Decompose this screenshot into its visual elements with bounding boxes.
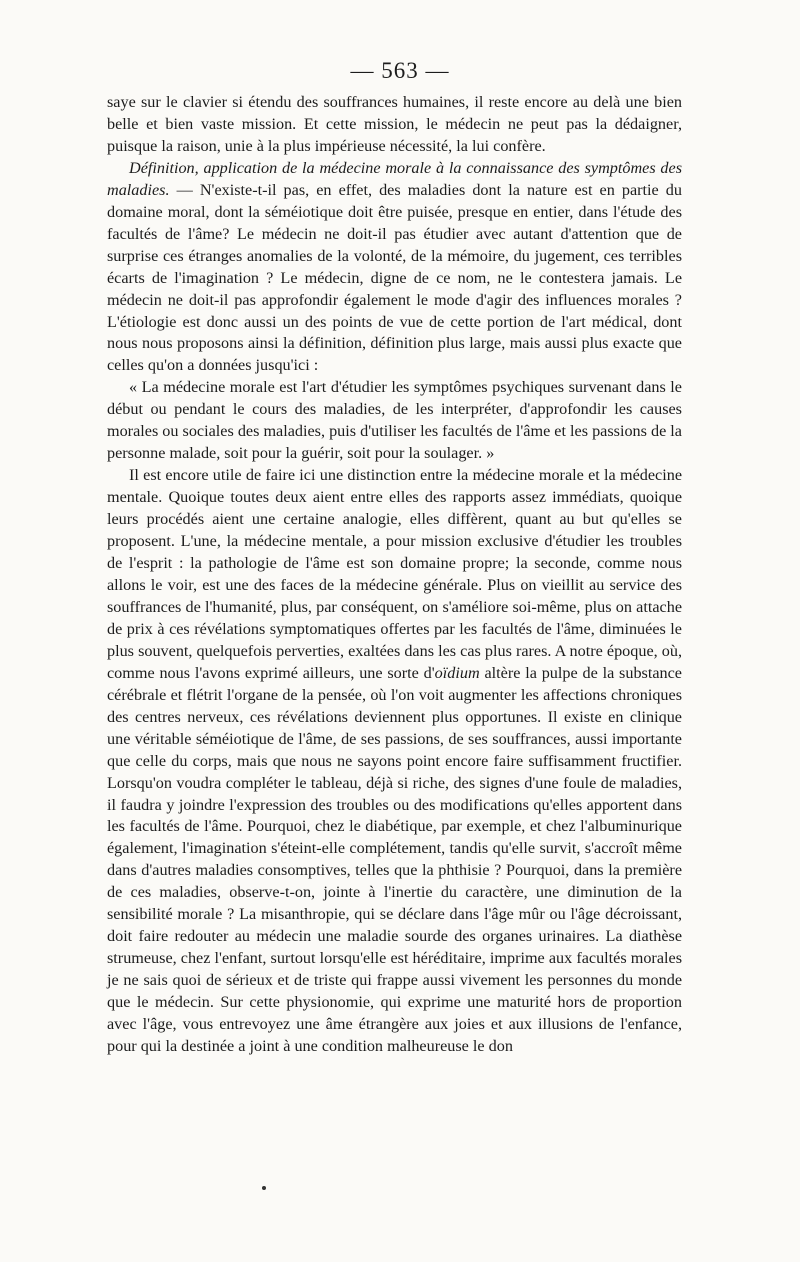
paragraph-definition xyxy=(107,158,682,378)
paragraph-text: Il est encore utile de faire ici une distinction entre la médecine morale et la médecine mentale. Quoique toutes deux aient entre elles des rapports assez immédiats, quoique leurs procédés aient une certaine analogie, elles diffèrent, quant au but qu'elles se proposent. L'une, la médecine mentale, a pour mission exclusive d'étudier les troubles de l'esprit : la pathologie de l'âme est son domaine propre; la seconde, comme nous allons le voir, est une des faces de la médecine générale. Plus on vieillit au service des souffrances de l'humanité, plus, par conséquent, on s'améliore soi-même, plus on attache de prix à ces révélations symptomatiques offertes par les facultés de l'âme, diminuées le plus souvent, quelquefois perverties, exaltées dans les cas plus rares. A notre époque, où, comme nous l'avons exprimé ailleurs, une sorte d' xyxy=(107,466,682,682)
body-text xyxy=(107,92,682,1058)
italic-term: oïdium xyxy=(434,663,480,682)
paragraph-text: — N'existe-t-il pas, en effet, des maladies dont la nature est en partie du domaine moral, dont la séméiotique doit être puisée, presque en entier, dans l'étude des facultés de l'âme? Le médecin ne doit-il pas étudier avec autant d'attention que de surprise ces étranges anomalies de la volonté, de la mémoire, du jugement, ces terribles écarts de l'imagination ? Le médecin, digne de ce nom, ne le contestera jamais. Le médecin ne doit-il pas approfondir également le mode d'agir des influences morales ? L'étiologie est donc aussi un des points de vue de cette portion de l'art médical, dont nous nous proposons ainsi la définition, définition plus large, mais aussi plus exacte que celles qu'on a données jusqu'ici : xyxy=(107,180,682,375)
page-number: — 563 — xyxy=(350,58,450,83)
paragraph-distinction xyxy=(107,465,682,1058)
paragraph-text: altère la pulpe de la substance cérébrale et flétrit l'organe de la pensée, où l'on voit augmenter les affections chroniques des centres nerveux, ces révélations deviennent plus opportunes. Il existe en clinique une véritable séméiotique de l'âme, de ses passions, de ses souffrances, aussi importante que celle du corps, mais que nous ne sayons point encore faire suffisamment fructifier. Lorsqu'on voudra compléter le tableau, déjà si riche, des signes d'une foule de maladies, il faudra y joindre l'expression des troubles ou des modifications qu'elles apportent dans les facultés de l'âme. Pourquoi, chez le diabétique, par exemple, et chez l'albuminurique également, l'imagination s'éteint-elle complétement, tandis qu'elle survit, s'accroît même dans d'autres maladies consomptives, telles que la phthisie ? Pourquoi, dans la première de ces maladies, observe-t-on, jointe à l'inertie du caractère, une diminution de la sensibilité morale ? La misanthropie, qui se déclare dans l'âge mûr ou l'âge décroissant, doit faire redouter au médecin une maladie sourde des organes urinaires. La diathèse strumeuse, chez l'enfant, surtout lorsqu'elle est héréditaire, imprime aux facultés morales je ne sais quoi de sérieux et de triste qui frappe aussi vivement les personnes du monde que le médecin. Sur cette physionomie, qui exprime une maturité hors de proportion avec l'âge, vous entrevoyez une âme étrangère aux joies et aux illusions de l'enfance, pour qui la destinée a joint à une condition malheureuse le don xyxy=(107,663,682,1055)
section-heading: Définition, application de la médecine morale à la connaissance des symptômes des maladies. xyxy=(107,158,682,199)
ink-dot xyxy=(262,1186,266,1190)
paragraph-continuation: saye sur le clavier si étendu des souffrances humaines, il reste encore au delà une bien belle et bien vaste mission. Et cette mission, le médecin ne peut pas la dédaigner, puisque la raison, unie à la plus impérieuse nécessité, la lui confère. xyxy=(107,93,682,155)
paragraph-quotation: « La médecine morale est l'art d'étudier les symptômes psychiques survenant dans le début ou pendant le cours des maladies, de les interpréter, d'approfondir les causes morales ou sociales des maladies, puis d'utiliser les facultés de l'âme et les passions de la personne malade, soit pour la guérir, soit pour la soulager. » xyxy=(107,378,682,463)
